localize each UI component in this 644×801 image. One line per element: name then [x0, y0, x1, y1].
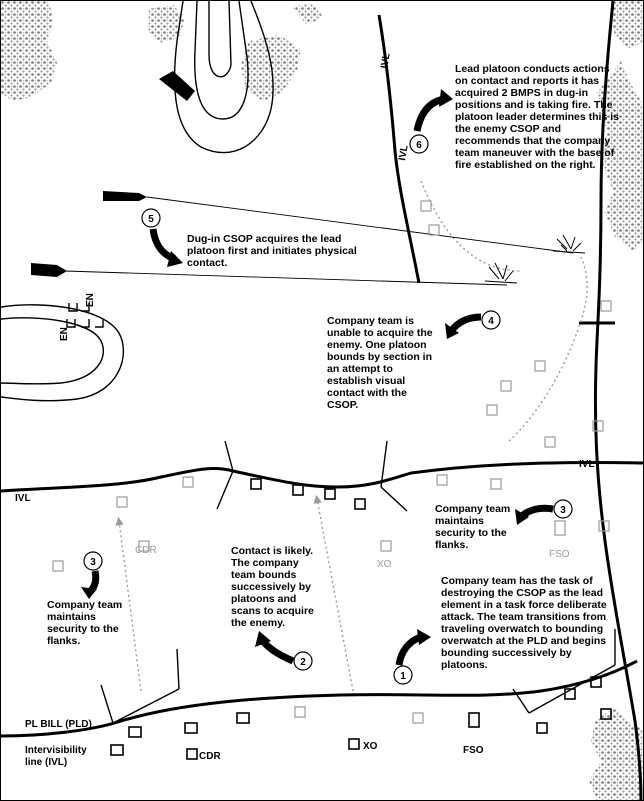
prev-unit-8: [555, 521, 565, 535]
prev-unit-13: [487, 405, 497, 415]
route-upper: [421, 181, 521, 271]
step-number: 5: [148, 214, 154, 225]
prev-unit-16: [429, 225, 439, 235]
center-platoon-tank-3: [325, 489, 335, 499]
enemy-vehicles: [31, 71, 195, 277]
step-number: 3: [90, 557, 96, 568]
prev-unit-17: [601, 301, 611, 311]
step-number: 4: [488, 316, 494, 327]
prev-unit-12: [501, 381, 511, 391]
woods-top-left: [1, 1, 57, 101]
hill-contour-left-outer: [1, 305, 123, 401]
cdr-vehicle: [187, 749, 197, 759]
ivl-label-mid-left: IVL: [15, 493, 31, 504]
step-marker-6: [410, 89, 453, 153]
step-4-text: Company team is unable to acquire the enemy. One platoon bounds by section in an attempt to establish visual contact with the CSOP.: [327, 315, 433, 411]
intervisibility-label: Intervisibility: [25, 745, 87, 756]
prev-unit-5: [381, 541, 391, 551]
step-3-right-text: Company team maintains security to the flanks.: [435, 503, 511, 551]
center-platoon-tank-1: [251, 479, 261, 489]
ivl-mid-line: [1, 462, 644, 491]
step-marker-2: [255, 631, 312, 670]
sightline-lower: [65, 271, 507, 285]
en-label-2: EN: [59, 327, 70, 341]
prev-unit-7: [491, 479, 501, 489]
pl-bill-label: PL BILL (PLD): [25, 719, 92, 730]
step-6-text: Lead platoon conducts actions on contact and reports it has acquired 2 BMPS in dug-in positions and is taking fire. The platoon leader determines this is the enemy CSOP and recommends that the company team maneuver with the base of fire established on the right.: [455, 63, 619, 171]
cdr-label-mid: CDR: [135, 545, 157, 556]
fso-label: FSO: [463, 745, 484, 756]
hill-contour-left-inner: [1, 318, 103, 384]
xo-label-mid: XO: [377, 559, 392, 570]
prev-unit-6: [437, 475, 447, 485]
step-marker-4: [445, 311, 500, 339]
pl-bill-line: [1, 661, 637, 736]
ivl-label-top-2: IVL: [397, 144, 411, 162]
step-number: 6: [416, 140, 422, 151]
hill-contour-top-middle: [195, 1, 248, 119]
enemy-vehicle-hill: [159, 71, 195, 101]
prev-unit-14: [535, 361, 545, 371]
center-platoon-tank-4: [355, 499, 365, 509]
step-2-text: Contact is likely. The company team bounds successively by platoons and scans to acquire the enemy.: [231, 545, 314, 629]
tank-unit-4: [237, 713, 249, 723]
hill-contour-top-inner: [209, 1, 231, 77]
prev-unit-4: [53, 561, 63, 571]
route-center: [317, 499, 353, 691]
prev-unit-2: [183, 477, 193, 487]
step-marker-5: [142, 209, 183, 267]
dug-in-position-2: [485, 263, 517, 283]
center-platoon-tank-2: [293, 485, 303, 495]
intervisibility-label-2: line (IVL): [25, 757, 68, 768]
enemy-vehicle-lower: [31, 263, 67, 277]
prev-unit-10: [295, 707, 305, 717]
step-1-text: Company team has the task of destroying the CSOP as the lead element in a task force deliberate attack. The team transitions from traveling overwatch to bounding overwatch at the PLD and begins bounding successively by platoons.: [441, 575, 607, 671]
tank-unit-3: [185, 723, 197, 733]
enemy-vehicle-upper: [103, 191, 147, 201]
prev-unit-1: [117, 497, 127, 507]
xo-label: XO: [363, 741, 378, 752]
step-5-text: Dug-in CSOP acquires the lead platoon first and initiates physical contact.: [187, 233, 357, 269]
step-number: 3: [560, 505, 566, 516]
cdr-label: CDR: [199, 751, 221, 762]
step-marker-1: [394, 629, 431, 684]
step-3-left-text: Company team maintains security to the flanks.: [47, 599, 123, 647]
ivl-label-top: IVL: [379, 52, 393, 70]
step-number: 1: [400, 671, 406, 682]
en-label-1: EN: [85, 293, 96, 307]
prev-unit-15: [421, 201, 431, 211]
route-right: [509, 257, 587, 441]
woods-top-right-upper: [611, 1, 644, 49]
fso-vehicle: [469, 713, 479, 727]
tank-unit-5: [537, 723, 547, 733]
tank-unit-2: [129, 727, 141, 737]
xo-vehicle: [349, 739, 359, 749]
step-number: 2: [300, 657, 306, 668]
prev-unit-11: [413, 713, 423, 723]
prev-unit-19: [545, 437, 555, 447]
tank-unit-1: [111, 745, 123, 755]
center-platoon-sector: [217, 441, 407, 511]
dug-in-position-1: [553, 235, 585, 253]
step-marker-3-left: [81, 552, 102, 599]
dug-in-positions: [485, 235, 585, 283]
woods-top-right-2: [291, 3, 323, 25]
fso-label-mid: FSO: [549, 549, 570, 560]
ivl-label-mid-right: IVL: [579, 459, 595, 470]
